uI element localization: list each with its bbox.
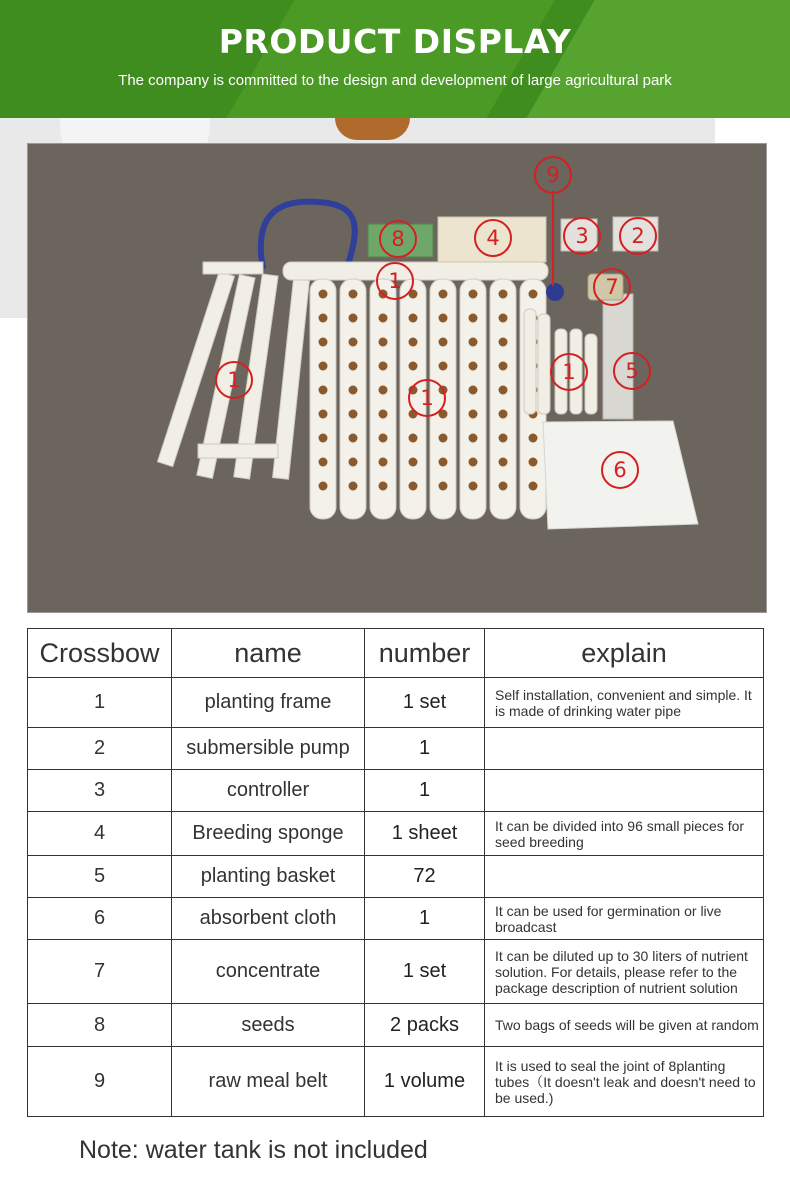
cell-name: Breeding sponge xyxy=(172,812,365,856)
table-row xyxy=(28,812,764,856)
page-title: PRODUCT DISPLAY xyxy=(218,22,572,61)
cell-no: 5 xyxy=(28,856,172,898)
cell-number: 1 xyxy=(365,770,485,812)
column-header: Crossbow xyxy=(28,629,172,678)
table-row xyxy=(28,898,764,940)
cell-number: 1 sheet xyxy=(365,812,485,856)
cell-name: concentrate xyxy=(172,940,365,1004)
column-header: name xyxy=(172,629,365,678)
cell-no: 4 xyxy=(28,812,172,856)
table-row xyxy=(28,940,764,1004)
cell-no: 6 xyxy=(28,898,172,940)
cell-number: 72 xyxy=(365,856,485,898)
table-row xyxy=(28,770,764,812)
cell-name: seeds xyxy=(172,1004,365,1047)
footnote: Note: water tank is not included xyxy=(79,1136,428,1164)
cell-explain: It can be divided into 96 small pieces for seed breeding xyxy=(485,812,764,856)
cell-name: planting frame xyxy=(172,678,365,728)
product-illustration xyxy=(28,144,766,612)
photo-marker: 3 xyxy=(563,217,601,255)
decor-pot xyxy=(335,118,410,140)
cell-explain: It can be used for germination or live broadcast xyxy=(485,898,764,940)
cell-no: 8 xyxy=(28,1004,172,1047)
cell-no: 9 xyxy=(28,1047,172,1117)
cell-explain xyxy=(485,856,764,898)
photo-marker: 2 xyxy=(619,217,657,255)
photo-marker: 1 xyxy=(376,262,414,300)
cell-explain: Self installation, convenient and simple. It is made of drinking water pipe xyxy=(485,678,764,728)
photo-marker: 1 xyxy=(408,379,446,417)
cell-number: 1 xyxy=(365,728,485,770)
cell-explain: It can be diluted up to 30 liters of nutrient solution. For details, please refer to the package description of nutrient solution xyxy=(485,940,764,1004)
cell-no: 7 xyxy=(28,940,172,1004)
table-row xyxy=(28,678,764,728)
cell-number: 1 xyxy=(365,898,485,940)
cell-name: submersible pump xyxy=(172,728,365,770)
photo-marker: 9 xyxy=(534,156,572,194)
cell-explain: Two bags of seeds will be given at random xyxy=(485,1004,764,1047)
cell-no: 3 xyxy=(28,770,172,812)
table-row xyxy=(28,1047,764,1117)
cell-number: 1 set xyxy=(365,678,485,728)
cell-number: 1 set xyxy=(365,940,485,1004)
table-row xyxy=(28,728,764,770)
cell-name: planting basket xyxy=(172,856,365,898)
photo-marker: 1 xyxy=(550,353,588,391)
cell-number: 2 packs xyxy=(365,1004,485,1047)
table-row xyxy=(28,1004,764,1047)
column-header: explain xyxy=(485,629,764,678)
photo-marker: 7 xyxy=(593,268,631,306)
cell-name: controller xyxy=(172,770,365,812)
photo-marker: 1 xyxy=(215,361,253,399)
table-row xyxy=(28,856,764,898)
header-banner xyxy=(0,0,790,118)
cell-name: absorbent cloth xyxy=(172,898,365,940)
photo-marker: 4 xyxy=(474,219,512,257)
cell-no: 1 xyxy=(28,678,172,728)
cell-explain xyxy=(485,770,764,812)
photo-marker: 5 xyxy=(613,352,651,390)
product-photo xyxy=(27,143,767,613)
cell-explain xyxy=(485,728,764,770)
cell-no: 2 xyxy=(28,728,172,770)
photo-marker: 8 xyxy=(379,220,417,258)
column-header: number xyxy=(365,629,485,678)
cell-explain: It is used to seal the joint of 8planting tubes（It doesn't leak and doesn't need to be used.) xyxy=(485,1047,764,1117)
photo-marker: 6 xyxy=(601,451,639,489)
cell-name: raw meal belt xyxy=(172,1047,365,1117)
cell-number: 1 volume xyxy=(365,1047,485,1117)
page-subtitle: The company is committed to the design and development of large agricultural park xyxy=(118,72,672,89)
component-table xyxy=(27,628,764,1117)
table-header-row xyxy=(28,629,764,678)
